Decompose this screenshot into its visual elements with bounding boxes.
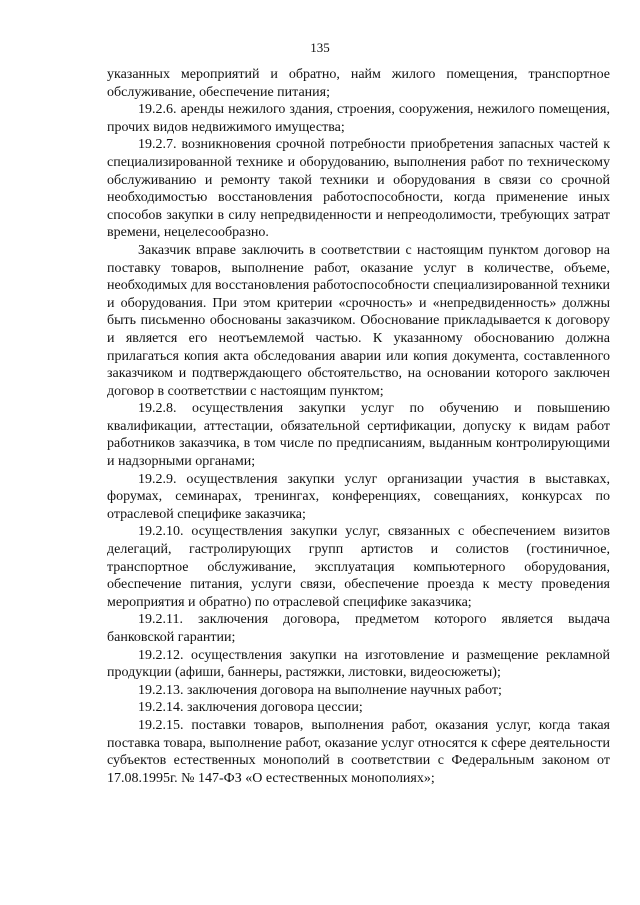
paragraph: 19.2.9. осуществления закупки услуг организации участия в выставках, форумах, семинарах, тренингах, конференциях, совещаниях, конкурсах по отраслевой специфике заказчика; xyxy=(107,471,610,522)
document-body xyxy=(107,66,610,787)
paragraph: 19.2.10. осуществления закупки услуг, связанных с обеспечением визитов делегаций, гастролирующих групп артистов и солистов (гостиничное, транспортное обслуживание, эксплуатация компьютерного оборудования, обеспечение питания, услуги связи, обеспечение проезда к месту проведения мероприятия и обратно) по отраслевой специфике заказчика; xyxy=(107,524,610,610)
paragraph: 19.2.12. осуществления закупки на изготовление и размещение рекламной продукции (афиши, баннеры, растяжки, листовки, видеосюжеты); xyxy=(107,647,610,681)
paragraph: Заказчик вправе заключить в соответствии с настоящим пунктом договор на поставку товаров, выполнение работ, оказание услуг в количестве, объеме, необходимых для восстановления работоспособности специализированной техники и оборудования. При этом критерии «срочность» и «непредвиденность» должны быть письменно обоснованы заказчиком. Обоснование прикладывается к договору и является его неотъемлемой частью. К указанному обоснованию должна прилагаться копия акта обследования аварии или копия документа, составленного заказчиком и подтверждающего обстоятельство, на основании которого заключен договор в соответствии с настоящим пунктом; xyxy=(107,242,610,399)
paragraph: 19.2.14. заключения договора цессии; xyxy=(138,700,363,716)
paragraph: 19.2.13. заключения договора на выполнение научных работ; xyxy=(138,682,502,698)
paragraph: 19.2.11. заключения договора, предметом которого является выдача банковской гарантии; xyxy=(107,612,610,645)
paragraph: указанных мероприятий и обратно, найм жилого помещения, транспортное обслуживание, обеспечение питания; xyxy=(107,67,610,100)
paragraph: 19.2.6. аренды нежилого здания, строения, сооружения, нежилого помещения, прочих видов недвижимого имущества; xyxy=(107,102,610,135)
page-number: 135 xyxy=(310,40,330,55)
paragraph: 19.2.8. осуществления закупки услуг по обучению и повышению квалификации, аттестации, обязательной сертификации, допуску к видам работ работников заказчика, в том числе по предписаниям, выданным контролирующими и надзорными органами; xyxy=(107,401,610,470)
paragraph: 19.2.7. возникновения срочной потребности приобретения запасных частей к специализированной технике и оборудованию, выполнения работ по техническому обслуживанию и ремонту такой техники и оборудования в связи со срочной необходимостью восстановления работоспособности, когда применение иных способов закупки в силу непредвиденности и непреодолимости, требующих затрат времени, нецелесообразно. xyxy=(107,137,610,241)
paragraph: 19.2.15. поставки товаров, выполнения работ, оказания услуг, когда такая поставка товара, выполнение работ, оказание услуг относятся к сфере деятельности субъектов естественных монополий в соответствии с Федеральным законом от 17.08.1995г. № 147-ФЗ «О естественных монополиях»; xyxy=(107,717,610,786)
